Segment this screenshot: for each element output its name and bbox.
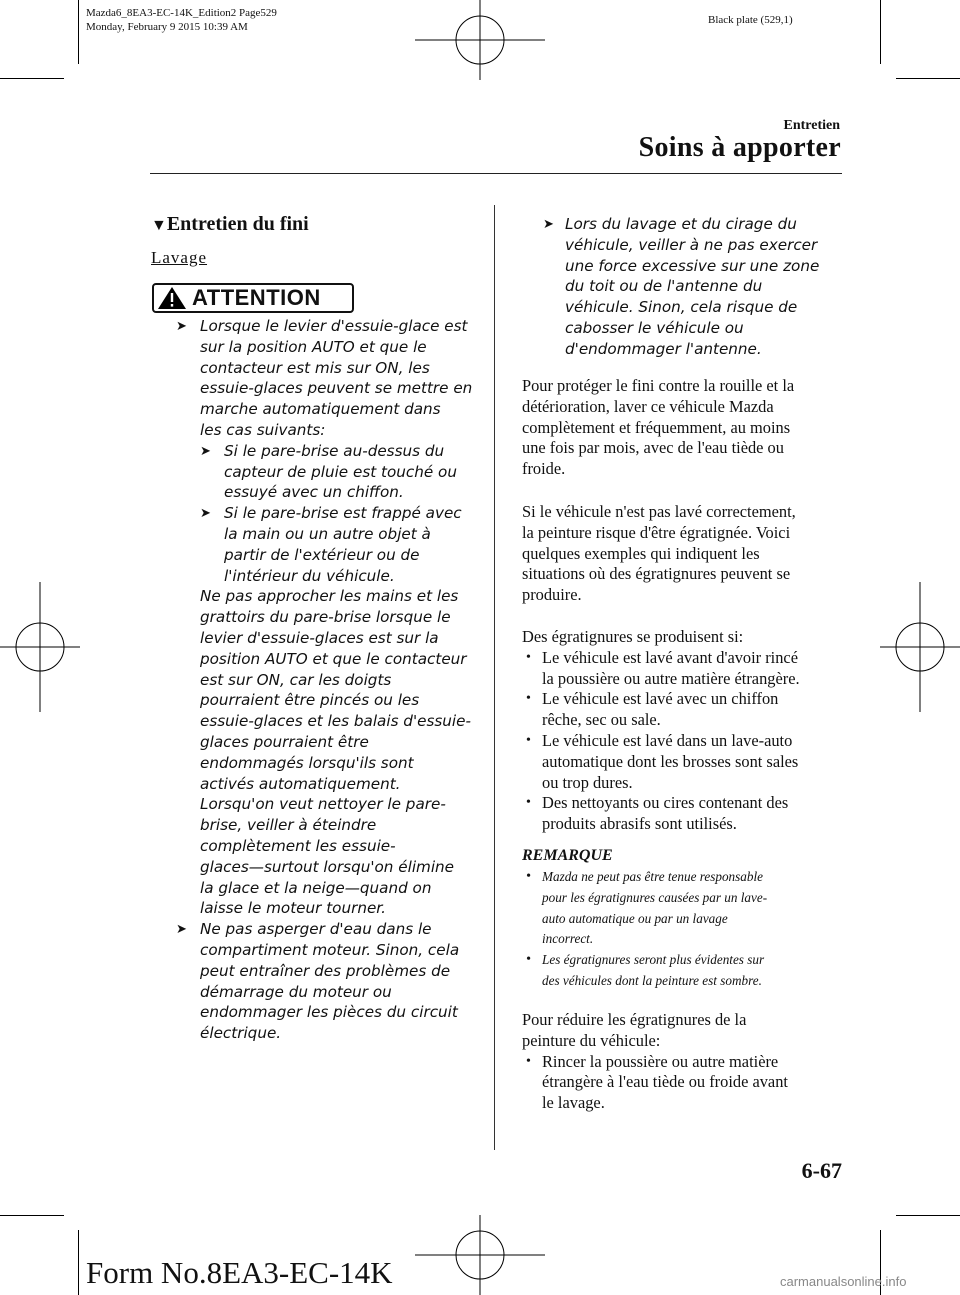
caution-item-3 — [533, 214, 843, 360]
text-line: • Le véhicule est lavé dans un lave-auto — [542, 730, 793, 750]
text-line: endommager les pièces du circuit — [200, 1003, 458, 1022]
text-line: • Rincer la poussière ou autre matière — [542, 1051, 779, 1071]
arrowhead-icon: ➤ — [200, 506, 211, 522]
print-header-file: Mazda6_8EA3-EC-14K_Edition2 Page529 — [86, 7, 277, 19]
paragraph-1 — [522, 376, 852, 480]
text-line: • Le véhicule est lavé avec un chiffon — [542, 689, 779, 709]
remarque-list — [522, 867, 852, 992]
text-line: Ne pas approcher les mains et les — [200, 587, 459, 606]
text-line: la poussière ou autre matière étrangère. — [542, 668, 800, 688]
registration-target-left — [0, 582, 80, 712]
remarque-title: REMARQUE — [522, 847, 613, 864]
text-line: véhicule, veiller à ne pas exercer — [565, 235, 818, 254]
text-line: ou trop dures. — [542, 772, 633, 792]
text-line: des véhicules dont la peinture est sombre. — [542, 972, 762, 988]
text-line: cabosser le véhicule ou — [565, 318, 744, 337]
text-line: • Les égratignures seront plus évidentes sur — [542, 952, 765, 968]
warning-triangle-icon — [156, 285, 188, 311]
text-line: compartiment moteur. Sinon, cela — [200, 940, 460, 959]
black-plate-label: Black plate (529,1) — [708, 14, 793, 26]
running-header-section: Entretien — [783, 118, 840, 133]
caution-subitem-1 — [200, 441, 486, 503]
text-line: marche automatiquement dans — [200, 400, 441, 419]
caution-subitem-2 — [200, 503, 486, 586]
text-line: Si le pare-brise au-dessus du — [224, 441, 445, 460]
text-line: position AUTO et que le contacteur — [200, 649, 467, 668]
paragraph-4 — [522, 1010, 852, 1114]
attention-box — [152, 283, 354, 313]
scratch-reduction-list — [522, 1052, 852, 1114]
text-line: Pour protéger le fini contre la rouille et la — [522, 376, 795, 395]
attention-content — [166, 316, 486, 1044]
text-line: électrique. — [200, 1024, 282, 1043]
paragraph-3 — [522, 627, 852, 835]
text-line: Lors du lavage et du cirage du — [565, 215, 797, 233]
text-line: endommagés lorsqu'ils sont — [200, 753, 414, 772]
registration-target-bottom — [415, 1215, 545, 1295]
arrowhead-icon: ➤ — [176, 319, 187, 334]
text-line: produits abrasifs sont utilisés. — [542, 814, 737, 834]
caution-item-1 — [166, 316, 486, 919]
site-watermark: carmanualsonline.info — [780, 1274, 907, 1289]
list-item — [522, 1052, 852, 1114]
text-line: la peinture risque d'être égratignée. Voici — [522, 522, 791, 542]
text-line: la main ou un autre objet à — [224, 524, 431, 543]
arrowhead-icon: ➤ — [543, 217, 554, 232]
list-item — [522, 731, 852, 793]
text-line: Pour réduire les égratignures de la — [522, 1010, 747, 1029]
text-line: d'endommager l'antenne. — [565, 339, 762, 358]
triangle-icon: ▼ — [151, 217, 167, 234]
text-line: • Des nettoyants ou cires contenant des — [542, 793, 789, 813]
text-line: produire. — [522, 585, 582, 605]
text-line: automatique dont les brosses sont sales — [542, 751, 799, 771]
text-line: peinture du véhicule: — [522, 1030, 661, 1050]
text-line: l'intérieur du véhicule. — [224, 566, 395, 585]
list-item — [522, 950, 852, 992]
arrowhead-icon: ➤ — [176, 922, 187, 938]
text-line: activés automatiquement. — [200, 774, 401, 793]
text-line: levier d'essuie-glaces est sur la — [200, 628, 439, 647]
header-rule — [150, 173, 842, 174]
caution-item-2 — [166, 919, 486, 1044]
list-item — [522, 648, 852, 690]
list-item — [522, 689, 852, 731]
text-line: démarrage du moteur ou — [200, 982, 392, 1001]
text-line: sur la position AUTO et que le — [200, 337, 427, 356]
text-line: Des égratignures se produisent si: — [522, 627, 744, 646]
text-line: Si le véhicule n'est pas lavé correctement, — [522, 502, 796, 521]
text-line: Si le pare-brise est frappé avec — [224, 504, 462, 523]
section-heading — [151, 213, 309, 236]
text-line: situations où des égratignures peuvent se — [522, 564, 791, 584]
text-line: grattoirs du pare-brise lorsque le — [200, 608, 451, 627]
text-line: quelques exemples qui indiquent les — [522, 543, 760, 563]
list-item — [522, 793, 852, 835]
text-line: capteur de pluie est touché ou — [224, 462, 457, 481]
registration-target-right — [880, 582, 960, 712]
text-line: auto automatique ou par un lavage — [542, 910, 728, 926]
list-item — [522, 867, 852, 950]
text-line: Ne pas asperger d'eau dans le — [200, 920, 432, 939]
column-divider — [494, 205, 495, 1150]
form-number: Form No.8EA3-EC-14K — [86, 1255, 393, 1290]
scratch-causes-list — [522, 648, 852, 835]
text-line: contacteur est mis sur ON, les — [200, 358, 430, 377]
text-line: le lavage. — [542, 1093, 605, 1113]
attention-label: ATTENTION — [192, 285, 321, 310]
text-line: essuyé avec un chiffon. — [224, 483, 404, 502]
text-line: détérioration, laver ce véhicule Mazda — [522, 396, 774, 416]
arrowhead-icon: ➤ — [200, 443, 211, 459]
text-line: brise, veiller à éteindre — [200, 816, 377, 835]
paragraph-2 — [522, 502, 852, 606]
text-line: une force excessive sur une zone — [565, 256, 820, 275]
page-number: 6-67 — [801, 1158, 842, 1183]
text-line: laisse le moteur tourner. — [200, 899, 386, 918]
text-line: pourraient être pincés ou les — [200, 691, 420, 710]
text-line: essuie-glaces peuvent se mettre en — [200, 379, 473, 398]
text-line: glaces—surtout lorsqu'on élimine — [200, 857, 455, 876]
text-line: complètement les essuie- — [200, 836, 396, 855]
text-line: du toit ou de l'antenne du — [565, 277, 763, 296]
text-line: Lorsqu'on veut nettoyer le pare- — [200, 795, 446, 814]
section-heading-text: Entretien du fini — [166, 213, 309, 235]
print-header-date: Monday, February 9 2015 10:39 AM — [86, 21, 248, 33]
text-line: incorrect. — [542, 931, 594, 947]
text-line: véhicule. Sinon, cela risque de — [565, 298, 798, 317]
text-line: une fois par mois, avec de l'eau tiède ou — [522, 438, 784, 458]
registration-target-top — [415, 0, 545, 80]
text-line: la glace et la neige—quand on — [200, 878, 432, 897]
text-line: • Le véhicule est lavé avant d'avoir rincé — [542, 647, 798, 667]
text-line: rêche, sec ou sale. — [542, 710, 661, 730]
text-line: étrangère à l'eau tiède ou froide avant — [542, 1072, 788, 1092]
text-line: les cas suivants: — [200, 420, 326, 439]
text-line: est sur ON, car les doigts — [200, 670, 392, 689]
text-line: complètement et fréquemment, au moins — [522, 417, 791, 437]
text-line: peut entraîner des problèmes de — [200, 961, 451, 980]
page-title: Soins à apporter — [638, 132, 841, 163]
text-line: essuie-glaces et les balais d'essuie- — [200, 712, 471, 731]
print-header — [86, 6, 277, 34]
text-line: pour les égratignures causées par un lave- — [542, 889, 768, 905]
text-line: Lorsque le levier d'essuie-glace est — [200, 317, 468, 335]
text-line: froide. — [522, 459, 566, 479]
text-line: • Mazda ne peut pas être tenue responsable — [542, 869, 763, 884]
text-line: glaces pourraient être — [200, 732, 369, 751]
subheading-lavage: Lavage — [151, 248, 208, 267]
text-line: partir de l'extérieur ou de — [224, 545, 420, 564]
